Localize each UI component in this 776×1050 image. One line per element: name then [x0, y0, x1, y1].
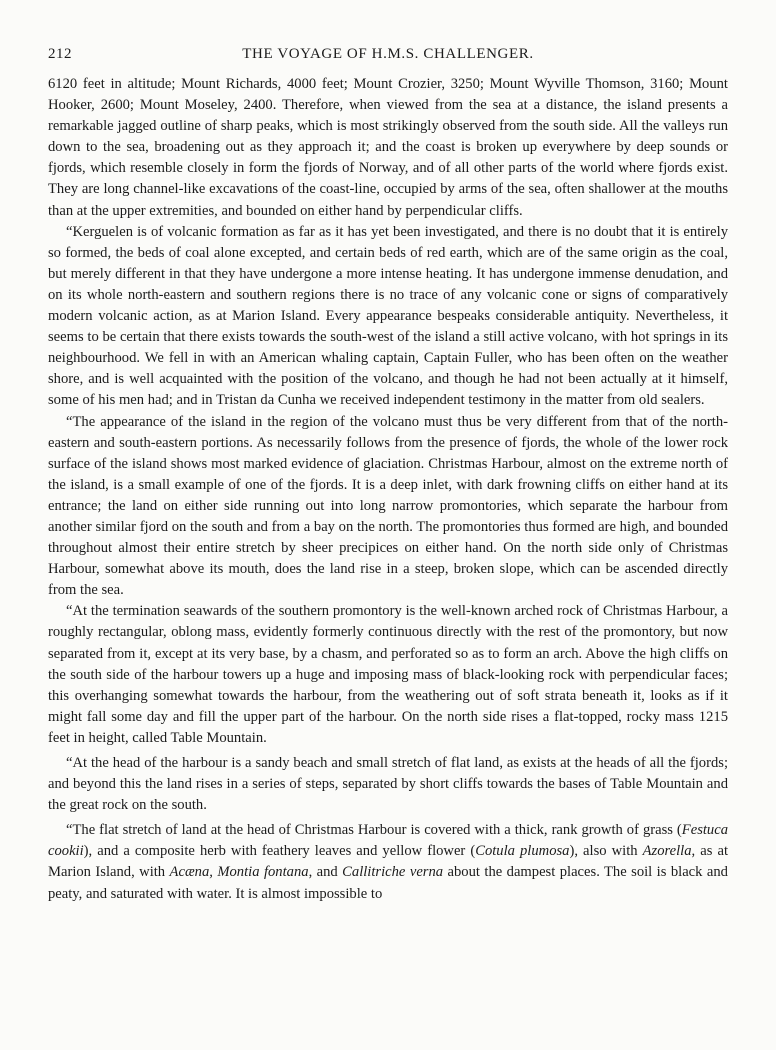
- species-name: Azorella: [642, 843, 692, 860]
- paragraph-arched-rock: “At the termination seawards of the southern promontory is the well-known arched rock of Christmas Harbour, a roughly rectangular, oblong mass, evidently formerly continuous directly with the rest of the promontory, but now separated from it, except at its very base, by a chasm, and perforated so as to form an arch. Above the high cliffs on the south side of the harbour towers up a huge and imposing mass of black-looking rock with perpendicular faces; this overhanging somewhat towards the harbour, from the weathering out of soft strata beneath it, looks as if it might fall some day and fill the upper part of the harbour. On the north side rises a flat-topped, rocky mass 1215 feet in height, called Table Mountain.: [48, 603, 728, 746]
- text-run: , as at Marion Island, with: [48, 843, 728, 881]
- page-number: 212: [48, 46, 72, 62]
- text-run: about the dampest places. The soil is black and peaty, and saturated with water. It is almost impossible to: [48, 864, 728, 902]
- paragraph-glaciation: “The appearance of the island in the region of the volcano must thus be very different from that of the north-eastern and south-eastern portions. As necessarily follows from the presence of fjords, the whole of the lower rock surface of the island shows most marked evidence of glaciation. Christmas Harbour, almost on the extreme north of the island, is a small example of one of the fjords. It is a deep inlet, with dark frowning cliffs on either hand at its entrance; the land on either side running out into long narrow promontories, which separate the harbour from another similar fjord on the south and from a bay on the north. The promontories thus formed are high, and bounded throughout almost their entire stretch by sheer precipices on either hand. On the north side only of Christmas Harbour, somewhat above its mouth, does the land rise in a steep, broken slope, which can be ascended directly from the sea.: [48, 413, 728, 599]
- paragraph-mountain-heights: 6120 feet in altitude; Mount Richards, 4000 feet; Mount Crozier, 3250; Mount Wyville Thomson, 3160; Mount Hooker, 2600; Mount Moseley, 2400. Therefore, when viewed from the sea at a distance, the island presents a remarkable jagged outline of sharp peaks, which is most strikingly observed from the south side. All the valleys run down to the sea, broadening out as they approach it; and the coast is broken up everywhere by deep sounds or fjords, which resemble closely in form the fjords of Norway, and of all other parts of the world where fjords exist. They are long channel-like excavations of the coast-line, occupied by arms of the sea, often shallower at the mouths than at the upper extremities, and bounded on either hand by perpendicular cliffs.: [48, 76, 728, 219]
- species-name: Cotula plumosa: [475, 843, 570, 860]
- species-name: Callitriche verna: [342, 864, 444, 881]
- paragraph-volcanic-formation: “Kerguelen is of volcanic formation as far as it has yet been investigated, and there is no doubt that it is entirely so formed, the beds of coal alone excepted, and certain beds of red earth, which are of the same origin as the coal, but merely different in that they have undergone a more intense heating. It has undergone immense denudation, and on its whole north-eastern and southern regions there is no trace of any volcanic cone or signs of comparatively modern volcanic action, as at Marion Island. Every appearance bespeaks considerable antiquity. Nevertheless, it seems to be certain that there exists towards the south-west of the island a still active volcano, with hot springs in its neighbourhood. We fell in with an American whaling captain, Captain Fuller, who has been often on the weather shore, and is well acquainted with the position of the volcano, and though he had not been actually at it himself, some of his men had; and in Tristan da Cunha we received independent testimony in the matter from old sealers.: [48, 223, 728, 409]
- text-run: , and: [308, 864, 343, 881]
- species-name: Acæna, Montia fontana: [169, 864, 309, 881]
- running-title: THE VOYAGE OF H.M.S. CHALLENGER.: [242, 46, 534, 62]
- text-run: ), and a composite herb with feathery leaves and yellow flower (: [83, 843, 476, 860]
- paragraph-vegetation: [48, 820, 728, 904]
- paragraph-sandy-beach: “At the head of the harbour is a sandy beach and small stretch of flat land, as exists at the heads of all the fjords; and beyond this the land rises in a series of steps, separated by short cliffs towards the bases of Table Mountain and the great rock on the south.: [48, 755, 728, 814]
- species-name: Festuca cookii: [48, 822, 728, 860]
- running-head: [48, 44, 728, 74]
- text-run: ), also with: [569, 843, 643, 860]
- book-page: [48, 44, 728, 905]
- text-run: “The flat stretch of land at the head of Christmas Harbour is covered with a thick, rank growth of grass (: [66, 822, 682, 839]
